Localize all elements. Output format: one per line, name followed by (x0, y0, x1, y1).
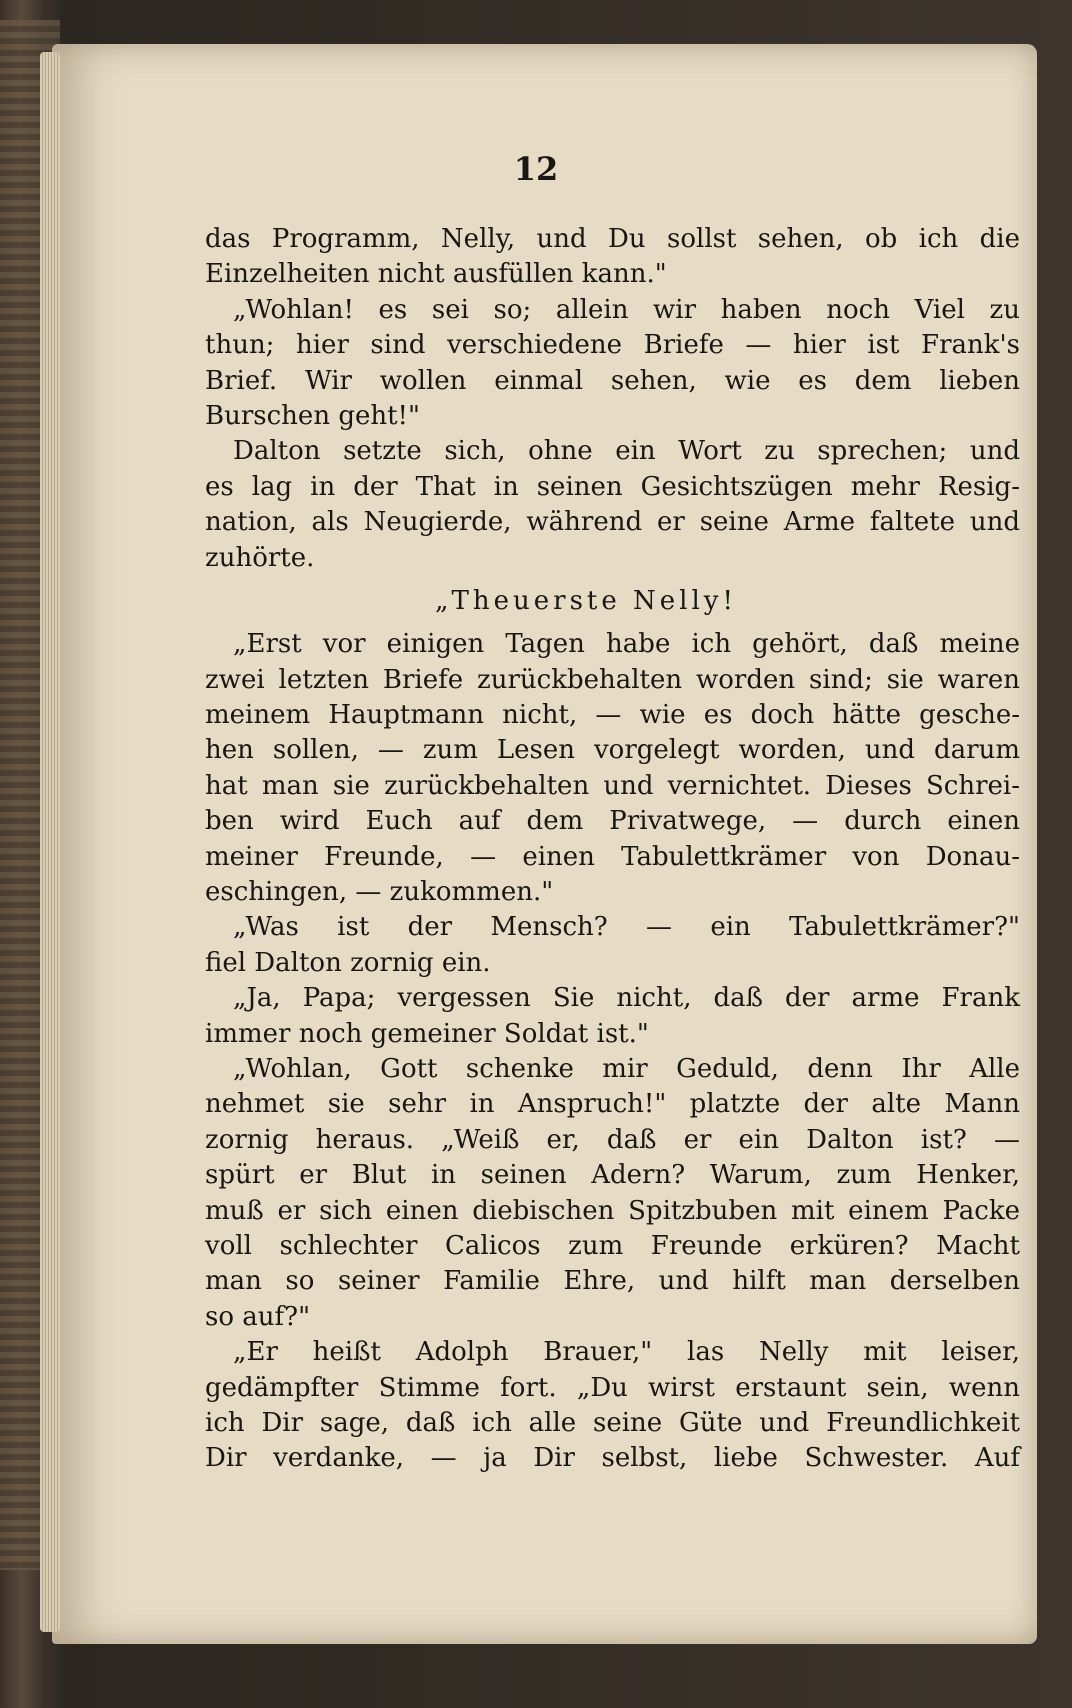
text-line: Brief. Wir wollen einmal sehen, wie es dem lieben (205, 365, 1020, 396)
text-line: „Ja, Papa; vergessen Sie nicht, daß der arme Frank (233, 983, 1020, 1014)
body-text (205, 222, 1020, 1477)
text-line: Dir verdanke, — ja Dir selbst, liebe Schwester. Auf (205, 1443, 1020, 1474)
text-line: fiel Dalton zornig ein. (205, 947, 491, 978)
text-line: Dalton setzte sich, ohne ein Wort zu sprechen; und (233, 436, 1020, 467)
text-line: „Was ist der Mensch? — ein Tabulettkrämer?" (233, 912, 1020, 943)
text-line: voll schlechter Calicos zum Freunde erküren? Macht (205, 1230, 1020, 1261)
text-line: gedämpfter Stimme fort. „Du wirst erstaunt sein, wenn (205, 1372, 1020, 1403)
text-line: muß er sich einen diebischen Spitzbuben mit einem Packe (205, 1195, 1020, 1226)
text-line: „Er heißt Adolph Brauer," las Nelly mit leiser, (233, 1337, 1020, 1368)
text-line: eschingen, — zukommen." (205, 877, 554, 908)
text-line: Burschen geht!" (205, 400, 420, 431)
page-number: 12 (513, 150, 559, 188)
text-line: nehmet sie sehr in Anspruch!" platzte der alte Mann (205, 1089, 1020, 1120)
text-line: man so seiner Familie Ehre, und hilft man derselben (205, 1266, 1020, 1297)
text-line: „Erst vor einigen Tagen habe ich gehört, daß meine (233, 629, 1020, 660)
text-line: meiner Freunde, — einen Tabulettkrämer von Donau- (205, 841, 1020, 872)
text-line: so auf?" (205, 1301, 311, 1332)
text-line: meinem Hauptmann nicht, — wie es doch hätte gesche- (205, 700, 1020, 731)
text-line: „Wohlan, Gott schenke mir Geduld, denn Ihr Alle (233, 1053, 1020, 1084)
text-line: spürt er Blut in seinen Adern? Warum, zum Henker, (205, 1160, 1020, 1191)
page-stack-edge (40, 52, 60, 1632)
text-line: „Wohlan! es sei so; allein wir haben noch Viel zu (233, 294, 1020, 325)
text-line: hen sollen, — zum Lesen vorgelegt worden, und darum (205, 735, 1020, 766)
text-line: ich Dir sage, daß ich alle seine Güte und Freundlichkeit (205, 1407, 1020, 1438)
text-line: immer noch gemeiner Soldat ist." (205, 1018, 649, 1049)
text-line: es lag in der That in seinen Gesichtszügen mehr Resig- (205, 471, 1020, 502)
text-line: zuhörte. (205, 542, 315, 573)
text-line: zornig heraus. „Weiß er, daß er ein Dalton ist? — (205, 1124, 1020, 1155)
letter-salutation: „Theuerste Nelly! (435, 585, 737, 616)
text-line: ben wird Euch auf dem Privatwege, — durch einen (205, 806, 1020, 837)
text-line: Einzelheiten nicht ausfüllen kann." (205, 259, 667, 290)
text-line: hat man sie zurückbehalten und vernichtet. Dieses Schrei- (205, 770, 1020, 801)
text-line: zwei letzten Briefe zurückbehalten worden sind; sie waren (205, 664, 1020, 695)
text-line: das Programm, Nelly, und Du sollst sehen, ob ich die (205, 224, 1020, 254)
text-line: thun; hier sind verschiedene Briefe — hier ist Frank's (205, 330, 1020, 361)
text-line: nation, als Neugierde, während er seine Arme faltete und (205, 507, 1020, 538)
